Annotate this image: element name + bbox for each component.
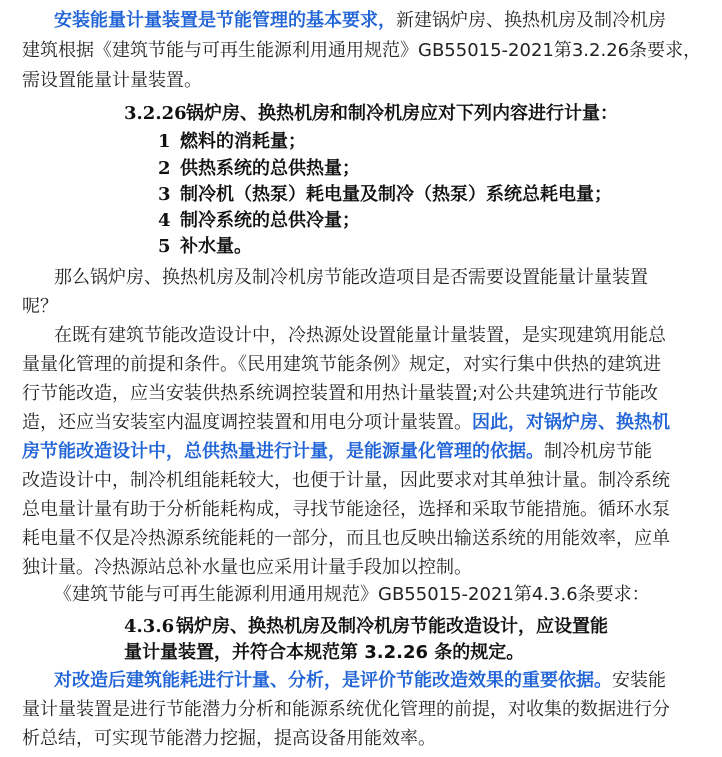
clause-3226-item	[158, 131, 306, 155]
clause-436-line-1	[124, 616, 608, 640]
intro-line-1-rest: 新建锅炉房、换热机房及制冷机房	[396, 10, 666, 31]
question-line-2: 呢？	[22, 296, 58, 317]
body-line-8: 耗电量不仅是冷热源系统能耗的一部分，而且也反映出输送系统的用能效率，应单	[22, 528, 670, 549]
item-number: 1	[158, 131, 171, 152]
body-line-5-rest: 制冷机房节能	[544, 441, 652, 462]
clause-436-line-2	[124, 642, 524, 666]
body-line-3: 行节能改造，应当安装供热系统调控装置和用热计量装置;对公共建筑进行节能改	[22, 383, 659, 404]
body-line-6: 改造设计中，制冷机组能耗较大，也便于计量，因此要求对其单独计量。制冷系统	[22, 470, 670, 491]
body-line-2: 量量化管理的前提和条件。《民用建筑节能条例》规定，对实行集中供热的建筑进	[22, 354, 661, 375]
clause-436-text-1: 锅炉房、换热机房及制冷机房节能改造设计，应设置能	[176, 616, 608, 637]
clause-3226-heading	[124, 103, 618, 127]
item-text: 制冷系统的总供冷量；	[180, 210, 360, 231]
body-line-1: 在既有建筑节能改造设计中，冷热源处设置能量计量装置，是实现建筑用能总	[54, 325, 666, 346]
closing-line-2: 量计量装置是进行节能潜力分析和能源系统优化管理的前提，对收集的数据进行分	[22, 699, 670, 720]
item-number: 5	[158, 236, 171, 257]
closing-line-1-rest: 安装能	[612, 670, 666, 691]
closing-line-3: 析总结，可实现节能潜力挖掘，提高设备用能效率。	[22, 728, 436, 749]
item-text: 制冷机（热泵）耗电量及制冷（热泵）系统总耗电量；	[180, 184, 612, 205]
item-text: 燃料的消耗量；	[180, 131, 306, 152]
clause-3226-item	[158, 184, 612, 208]
closing-emphasis: 对改造后建筑能耗进行计量、分析，是评价节能改造效果的重要依据。	[54, 670, 612, 691]
item-text: 供热系统的总供热量；	[180, 158, 360, 179]
clause-436-text-2: 量计量装置，并符合本规范第 3.2.26 条的规定。	[124, 642, 525, 663]
clause-3226-title: 锅炉房、换热机房和制冷机房应对下列内容进行计量：	[186, 103, 618, 124]
intro-line-2: 建筑根据《建筑节能与可再生能源利用通用规范》GB55015-2021第3.2.26条要求，	[22, 40, 702, 61]
clause-436-number: 4.3.6	[124, 616, 175, 637]
intro-line-3: 需设置能量计量装置。	[22, 70, 202, 91]
closing-line-1	[54, 670, 666, 694]
clause-3226-item	[158, 236, 252, 260]
item-number: 2	[158, 158, 171, 179]
body-line-4	[22, 412, 670, 436]
body-line-7: 总电量计量有助于分析能耗构成，寻找节能途径，选择和采取节能措施。循环水泵	[22, 499, 670, 520]
intro-line-1	[54, 10, 666, 34]
clause-3226-item	[158, 210, 360, 234]
reference-436: 《建筑节能与可再生能源利用通用规范》GB55015-2021第4.3.6条要求：	[54, 584, 650, 605]
body-emphasis-start: 因此，对锅炉房、换热机	[472, 412, 670, 433]
item-number: 3	[158, 184, 171, 205]
item-number: 4	[158, 210, 171, 231]
item-text: 补水量。	[180, 236, 252, 257]
body-emphasis-end: 房节能改造设计中，总供热量进行计量，是能源量化管理的依据。	[22, 441, 544, 462]
clause-3226-item	[158, 158, 360, 182]
intro-emphasis: 安装能量计量装置是节能管理的基本要求，	[54, 10, 396, 31]
body-line-4-rest: 造，还应当安装室内温度调控装置和用电分项计量装置。	[22, 412, 472, 433]
clause-3226-number: 3.2.26	[124, 103, 187, 124]
body-line-9: 独计量。冷热源站总补水量也应采用计量手段加以控制。	[22, 557, 472, 578]
question-line-1: 那么锅炉房、换热机房及制冷机房节能改造项目是否需要设置能量计量装置	[54, 267, 648, 288]
body-line-5	[22, 441, 652, 465]
